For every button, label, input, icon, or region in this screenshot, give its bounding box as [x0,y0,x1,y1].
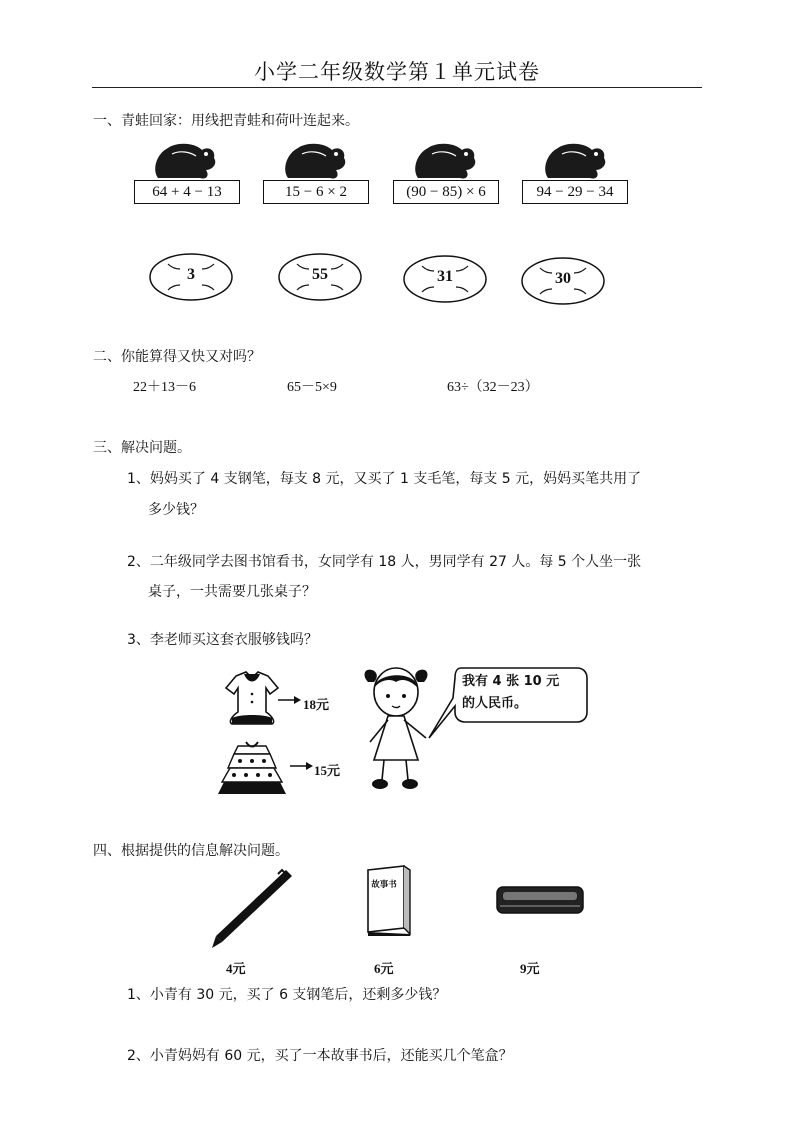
question-4-1: 1、小青有 30 元，买了 6 支钢笔后，还剩多少钱？ [127,987,447,1003]
calc-problem: 63÷（32－23） [447,380,539,395]
question-3-1-line-1: 1、妈妈买了 4 支钢笔，每支 8 元，又买了 1 支毛笔，每支 5 元，妈妈买笔共用了 [127,471,642,487]
storybook-icon [364,864,414,938]
speech-text-line-2: 的人民币。 [462,696,528,711]
frog-icon [410,140,480,180]
pen-price: 4元 [226,961,246,976]
frog-expression-box: 15 − 6 × 2 [263,180,369,204]
pen-icon [208,866,294,950]
shirt-icon [222,670,282,726]
storybook-price: 6元 [374,961,394,976]
lily-pad-number: 3 [187,266,195,283]
frog-expression-box: (90 − 85) × 6 [393,180,499,204]
question-4-2: 2、小青妈妈有 60 元，买了一本故事书后，还能买几个笔盒？ [127,1048,513,1064]
storybook-title: 故事书 [371,880,397,890]
frog-icon [540,140,610,180]
section-4-heading: 四、根据提供的信息解决问题。 [93,843,289,859]
section-2-heading: 二、你能算得又快又对吗？ [93,349,261,365]
pencil-case-icon [494,884,586,918]
arrow-icon [276,694,302,706]
frog-expression-box: 64 + 4 − 13 [134,180,240,204]
question-3-2-line-2: 桌子，一共需要几张桌子？ [148,584,316,600]
calc-problem: 22＋13－6 [133,380,196,395]
frog-icon [280,140,350,180]
section-3-heading: 三、解决问题。 [93,440,191,456]
question-3-1-line-2: 多少钱？ [148,502,204,518]
shirt-price: 18元 [303,697,330,712]
lily-pad-number: 30 [555,270,571,287]
pencil-case-price: 9元 [520,961,540,976]
lily-pad-number: 31 [437,268,453,285]
arrow-icon [288,760,314,772]
title-divider [92,87,702,88]
section-1-heading: 一、青蛙回家：用线把青蛙和荷叶连起来。 [93,113,359,129]
skirt-icon [216,738,288,796]
lily-pad-number: 55 [312,266,328,283]
question-3-2-line-1: 2、二年级同学去图书馆看书，女同学有 18 人，男同学有 27 人。每 5 个人坐一张 [127,554,642,570]
question-3-3: 3、李老师买这套衣服够钱吗？ [127,632,318,648]
skirt-price: 15元 [314,763,341,778]
frog-expression-box: 94 − 29 − 34 [522,180,628,204]
calc-problem: 65－5×9 [287,380,337,395]
page-title: 小学二年级数学第１单元试卷 [254,60,540,84]
frog-icon [150,140,220,180]
speech-text-line-1: 我有 4 张 10 元 [462,674,560,689]
